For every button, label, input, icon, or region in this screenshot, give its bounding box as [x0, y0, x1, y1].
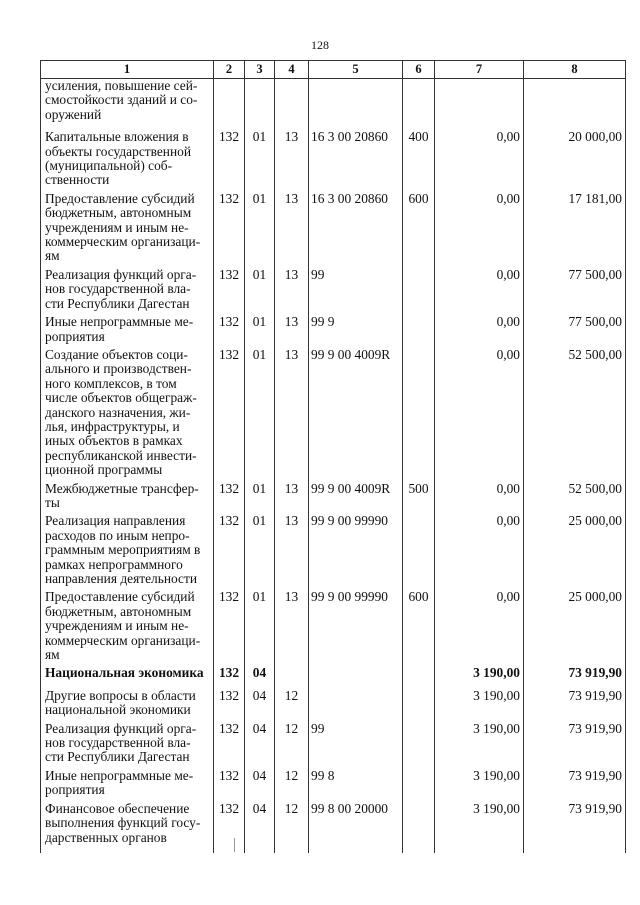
cell-expense-type: [403, 514, 435, 590]
budget-table: [40, 60, 626, 853]
cell-ministry-code: 132: [214, 348, 245, 482]
row-label: Создание объектов соци- ального и производствен- ного комплексов, в том числе объектов общеграж- данского назначения, жи- лья, инфраструктуры, и иных объектов в рамках республиканской инвести- ционной программы: [41, 348, 214, 482]
table-row: [41, 514, 626, 590]
cell-amount-col7: 3 190,00: [435, 722, 524, 769]
cell-target-article: 99: [309, 722, 403, 769]
cell-amount-col7: 0,00: [435, 514, 524, 590]
cell-amount-col7: 3 190,00: [435, 769, 524, 802]
spacer-cell: [41, 845, 214, 853]
cell-expense-type: [403, 666, 435, 688]
row-label: Другие вопросы в области национальной экономики: [41, 689, 214, 722]
cell-subsection-code: 13: [275, 192, 309, 268]
header-col-6: 6: [403, 61, 435, 79]
row-label: Иные непрограммные ме- роприятия: [41, 315, 214, 348]
spacer-cell: [275, 845, 309, 853]
cell-expense-type: 500: [403, 482, 435, 515]
page-number: 128: [311, 38, 329, 52]
cell-ministry-code: 132: [214, 482, 245, 515]
header-col-4: 4: [275, 61, 309, 79]
cell-target-article: 99 9 00 4009R: [309, 482, 403, 515]
cell-ministry-code: [214, 79, 245, 131]
table-row: [41, 268, 626, 315]
cell-target-article: [309, 666, 403, 688]
cell-ministry-code: 132: [214, 192, 245, 268]
stray-mark: [234, 838, 236, 852]
row-label: Капитальные вложения в объекты государственной (муниципальной) соб- ственности: [41, 130, 214, 192]
cell-expense-type: [403, 315, 435, 348]
spacer-cell: [245, 845, 275, 853]
table-row: [41, 130, 626, 192]
cell-section-code: 01: [245, 514, 275, 590]
cell-expense-type: 600: [403, 192, 435, 268]
cell-target-article: 99 8 00 20000: [309, 802, 403, 845]
table-row: [41, 315, 626, 348]
header-col-8: 8: [524, 61, 626, 79]
cell-subsection-code: 12: [275, 769, 309, 802]
cell-target-article: 99: [309, 268, 403, 315]
cell-expense-type: [403, 689, 435, 722]
cell-section-code: 01: [245, 482, 275, 515]
header-col-7: 7: [435, 61, 524, 79]
cell-amount-col8: 77 500,00: [524, 315, 626, 348]
row-label: Финансовое обеспечение выполнения функций госу- дарственных органов: [41, 802, 214, 845]
cell-section-code: 04: [245, 666, 275, 688]
cell-amount-col8: [524, 79, 626, 131]
table-row: [41, 590, 626, 666]
cell-subsection-code: 13: [275, 590, 309, 666]
cell-section-code: 01: [245, 590, 275, 666]
spacer-cell: [524, 845, 626, 853]
cell-subsection-code: 13: [275, 130, 309, 192]
cell-target-article: 99 9 00 99990: [309, 590, 403, 666]
cell-amount-col7: [435, 79, 524, 131]
cell-subsection-code: 12: [275, 722, 309, 769]
cell-ministry-code: 132: [214, 769, 245, 802]
cell-expense-type: [403, 268, 435, 315]
table-body: [41, 79, 626, 853]
cell-amount-col7: 0,00: [435, 348, 524, 482]
cell-amount-col7: 0,00: [435, 192, 524, 268]
cell-target-article: 99 8: [309, 769, 403, 802]
row-label: Предоставление субсидий бюджетным, автономным учреждениям и иным не- коммерческим организаци- ям: [41, 590, 214, 666]
row-label: Предоставление субсидий бюджетным, автономным учреждениям и иным не- коммерческим организаци- ям: [41, 192, 214, 268]
cell-expense-type: [403, 348, 435, 482]
cell-section-code: 01: [245, 268, 275, 315]
cell-amount-col7: 0,00: [435, 482, 524, 515]
spacer-cell: [214, 845, 245, 853]
cell-section-code: 04: [245, 689, 275, 722]
cell-target-article: [309, 689, 403, 722]
cell-ministry-code: 132: [214, 315, 245, 348]
cell-ministry-code: 132: [214, 689, 245, 722]
cell-ministry-code: 132: [214, 590, 245, 666]
cell-section-code: 04: [245, 722, 275, 769]
header-col-1: 1: [41, 61, 214, 79]
cell-subsection-code: 13: [275, 482, 309, 515]
cell-amount-col8: 20 000,00: [524, 130, 626, 192]
row-label: Реализация функций орга- нов государственной вла- сти Республики Дагестан: [41, 722, 214, 769]
cell-subsection-code: 13: [275, 348, 309, 482]
row-label: усиления, повышение сей- смостойкости зданий и со- оружений: [41, 79, 214, 131]
cell-target-article: 99 9 00 4009R: [309, 348, 403, 482]
cell-expense-type: 400: [403, 130, 435, 192]
cell-ministry-code: 132: [214, 130, 245, 192]
cell-target-article: 99 9: [309, 315, 403, 348]
cell-amount-col7: 3 190,00: [435, 666, 524, 688]
table-row: [41, 689, 626, 722]
cell-amount-col8: 73 919,90: [524, 689, 626, 722]
row-label: Реализация функций орга- нов государственной вла- сти Республики Дагестан: [41, 268, 214, 315]
cell-amount-col8: 73 919,90: [524, 769, 626, 802]
cell-target-article: 16 3 00 20860: [309, 192, 403, 268]
spacer-cell: [309, 845, 403, 853]
cell-amount-col8: 17 181,00: [524, 192, 626, 268]
cell-ministry-code: 132: [214, 514, 245, 590]
cell-section-code: 01: [245, 315, 275, 348]
spacer-cell: [403, 845, 435, 853]
cell-amount-col7: 0,00: [435, 590, 524, 666]
cell-section-code: 01: [245, 192, 275, 268]
cell-subsection-code: 13: [275, 315, 309, 348]
cell-amount-col7: 0,00: [435, 315, 524, 348]
cell-ministry-code: 132: [214, 666, 245, 688]
cell-amount-col8: 77 500,00: [524, 268, 626, 315]
cell-amount-col8: 25 000,00: [524, 514, 626, 590]
cell-ministry-code: 132: [214, 722, 245, 769]
cell-ministry-code: 132: [214, 268, 245, 315]
row-label: Межбюджетные трансфер- ты: [41, 482, 214, 515]
table-spacer-row: [41, 845, 626, 853]
cell-amount-col7: 0,00: [435, 130, 524, 192]
header-col-3: 3: [245, 61, 275, 79]
cell-expense-type: [403, 769, 435, 802]
cell-amount-col8: 73 919,90: [524, 666, 626, 688]
cell-expense-type: 600: [403, 590, 435, 666]
cell-target-article: 99 9 00 99990: [309, 514, 403, 590]
cell-section-code: 04: [245, 769, 275, 802]
table-row: [41, 722, 626, 769]
cell-expense-type: [403, 79, 435, 131]
cell-section-code: 04: [245, 802, 275, 845]
cell-target-article: 16 3 00 20860: [309, 130, 403, 192]
cell-amount-col7: 0,00: [435, 268, 524, 315]
cell-subsection-code: [275, 666, 309, 688]
header-col-2: 2: [214, 61, 245, 79]
cell-amount-col8: 52 500,00: [524, 348, 626, 482]
cell-subsection-code: 12: [275, 802, 309, 845]
table-row: [41, 192, 626, 268]
table-row: [41, 348, 626, 482]
cell-amount-col8: 25 000,00: [524, 590, 626, 666]
table-row: [41, 482, 626, 515]
cell-amount-col7: 3 190,00: [435, 802, 524, 845]
cell-amount-col7: 3 190,00: [435, 689, 524, 722]
table-header-row: [41, 61, 626, 79]
cell-section-code: 01: [245, 348, 275, 482]
table-row: [41, 79, 626, 131]
cell-amount-col8: 52 500,00: [524, 482, 626, 515]
cell-target-article: [309, 79, 403, 131]
table-row: [41, 802, 626, 845]
row-label: Национальная экономика: [41, 666, 214, 688]
cell-amount-col8: 73 919,90: [524, 722, 626, 769]
row-label: Иные непрограммные ме- роприятия: [41, 769, 214, 802]
cell-subsection-code: 12: [275, 689, 309, 722]
row-label: Реализация направления расходов по иным непро- граммным мероприятиям в рамках непрограммного направления деятельности: [41, 514, 214, 590]
section-row: [41, 666, 626, 688]
spacer-cell: [435, 845, 524, 853]
header-col-5: 5: [309, 61, 403, 79]
table-row: [41, 769, 626, 802]
cell-amount-col8: 73 919,90: [524, 802, 626, 845]
cell-section-code: 01: [245, 130, 275, 192]
cell-expense-type: [403, 802, 435, 845]
cell-section-code: [245, 79, 275, 131]
cell-subsection-code: 13: [275, 268, 309, 315]
cell-expense-type: [403, 722, 435, 769]
cell-subsection-code: [275, 79, 309, 131]
cell-subsection-code: 13: [275, 514, 309, 590]
cell-ministry-code: 132: [214, 802, 245, 845]
